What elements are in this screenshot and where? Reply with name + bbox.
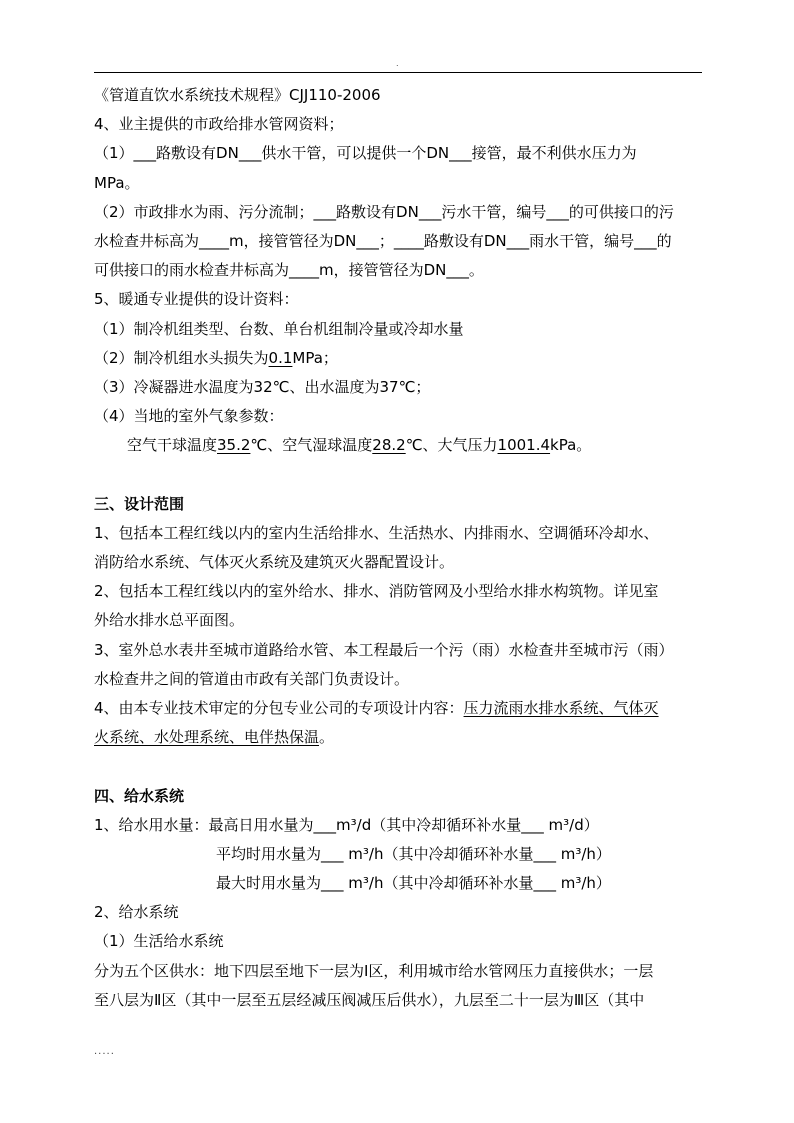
text-line: 可供接口的雨水检查井标高为____m，接管管径为DN___。: [94, 261, 484, 280]
text-line: 水检查井之间的管道由市政有关部门负责设计。: [94, 669, 410, 688]
text-line: 平均时用水量为___ m³/h（其中冷却循环补水量___ m³/h）: [216, 844, 611, 863]
document-body: [94, 81, 706, 1015]
text-line: （2）市政排水为雨、污分流制；___路敷设有DN___污水干管，编号___的可供接口的污: [94, 202, 674, 221]
underlined-text: 火系统、水处理系统、电伴热保温: [94, 728, 320, 747]
text-span: （2）制冷机组水头损失为: [94, 348, 269, 367]
text-line: [94, 344, 706, 373]
weather-params-line: [94, 431, 706, 460]
text-line: MPa。: [94, 173, 140, 192]
text-span: ℃、空气湿球温度: [250, 436, 373, 455]
header-rule: [94, 72, 702, 73]
footer-mark: .....: [94, 1046, 115, 1057]
underlined-value: 35.2: [217, 436, 251, 455]
text-line: （1）生活给水系统: [94, 932, 224, 951]
underlined-value: 1001.4: [497, 436, 551, 455]
text-line: 1、给水用水量：最高日用水量为___m³/d（其中冷却循环补水量___ m³/d）: [94, 815, 599, 834]
text-line: 水检查井标高为____m，接管管径为DN___；____路敷设有DN___雨水干管，编号___的: [94, 231, 672, 250]
text-line: 外给水排水总平面图。: [94, 611, 245, 630]
text-line: （4）当地的室外气象参数：: [94, 407, 284, 426]
text-line: 3、室外总水表井至城市道路给水管、本工程最后一个污（雨）水检查井至城市污（雨）: [94, 640, 674, 659]
underlined-text: 压力流雨水排水系统、气体灭: [463, 698, 659, 717]
text-line: [94, 723, 706, 752]
section-heading: 四、给水系统: [94, 786, 185, 805]
text-span: 4、由本专业技术审定的分包专业公司的专项设计内容：: [94, 698, 464, 717]
text-span: MPa；: [292, 348, 338, 367]
underlined-value: 28.2: [372, 436, 406, 455]
text-line: 《管道直饮水系统技术规程》CJJ110-2006: [94, 86, 381, 104]
text-line: 消防给水系统、气体灭火系统及建筑灭火器配置设计。: [94, 553, 455, 571]
text-line: 5、暖通专业提供的设计资料：: [94, 290, 299, 309]
text-line: （3）冷凝器进水温度为32℃、出水温度为37℃；: [94, 377, 431, 396]
text-line: 至八层为Ⅱ区（其中一层至五层经减压阀减压后供水），九层至二十一层为Ⅲ区（其中: [94, 990, 645, 1009]
header-mark: .: [396, 59, 399, 68]
text-span: kPa。: [550, 436, 592, 455]
underlined-value: 0.1: [268, 348, 293, 367]
text-span: 。: [319, 728, 335, 747]
text-line: （1）___路敷设有DN___供水干管，可以提供一个DN___接管，最不利供水压力为: [94, 144, 637, 163]
text-line: 最大时用水量为___ m³/h（其中冷却循环补水量___ m³/h）: [216, 874, 611, 893]
text-line: 4、业主提供的市政给排水管网资料；: [94, 115, 344, 134]
spacer: [94, 752, 706, 781]
text-span: 空气干球温度: [127, 436, 218, 455]
text-span: ℃、大气压力: [405, 436, 498, 455]
text-line: 分为五个区供水：地下四层至地下一层为Ⅰ区，利用城市给水管网压力直接供水；一层: [94, 961, 654, 980]
text-line: 2、给水系统: [94, 903, 179, 922]
spacer: [94, 460, 706, 489]
text-line: 2、包括本工程红线以内的室外给水、排水、消防管网及小型给水排水构筑物。详见室: [94, 582, 659, 601]
section-heading: 三、设计范围: [94, 494, 185, 513]
text-line: [94, 694, 706, 723]
text-line: （1）制冷机组类型、台数、单台机组制冷量或冷却水量: [94, 319, 464, 338]
text-line: 1、包括本工程红线以内的室内生活给排水、生活热水、内排雨水、空调循环冷却水、: [94, 523, 659, 542]
